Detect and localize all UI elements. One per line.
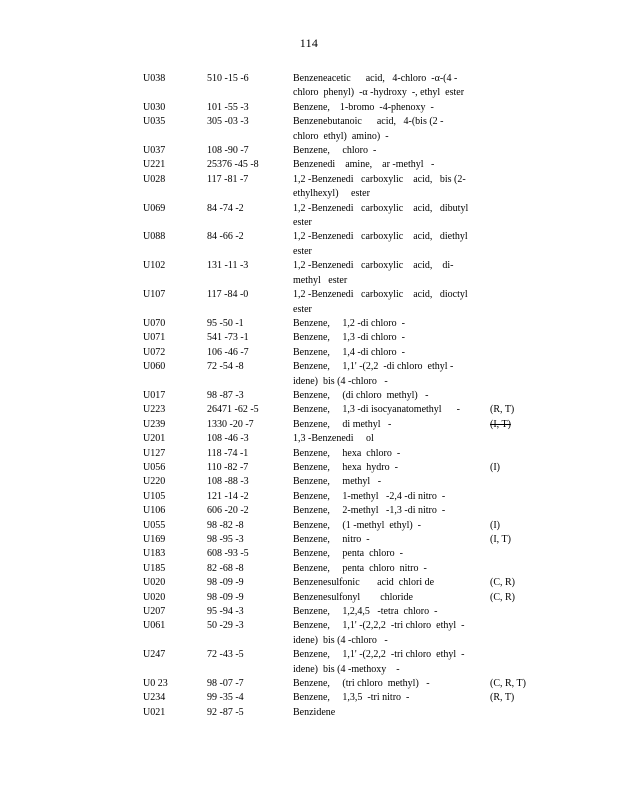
waste-code: U055 [143,519,166,531]
hazard-code: (I) [490,461,500,473]
cas-number: 110 -82 -7 [207,461,249,473]
waste-code: U028 [143,173,166,185]
cas-number: 50 -29 -3 [207,620,244,632]
substance-name: Benzene, chloro - [293,145,377,157]
cas-number: 92 -87 -5 [207,706,244,718]
hazard-code: (R, T) [490,692,515,704]
table-row [143,317,543,331]
cas-number: 98 -09 -9 [207,591,244,603]
substance-name: Benzenesulfonic acid chlori de [293,577,435,589]
substance-name: Benzene, 1,4 -di chloro - [293,346,405,358]
table-row [143,403,543,417]
table-row [143,504,543,518]
substance-name: Benzene, 1,1' -(2,2 -di chloro ethyl - idene) bis (4 -chloro - [293,361,454,387]
waste-code: U021 [143,706,166,718]
table-row [143,619,543,648]
cas-number: 108 -46 -3 [207,433,249,445]
cas-number: 72 -43 -5 [207,649,244,661]
substance-name: Benzidene [293,706,336,718]
waste-code: U037 [143,145,166,157]
waste-code: U072 [143,346,166,358]
waste-code: U069 [143,202,166,214]
waste-code: U247 [143,649,166,661]
table-row [143,706,543,720]
cas-number: 95 -50 -1 [207,317,244,329]
cas-number: 99 -35 -4 [207,692,244,704]
cas-number: 541 -73 -1 [207,332,249,344]
waste-code: U207 [143,606,166,618]
table-row [143,475,543,489]
substance-name: 1,2 -Benzenedi carboxylic acid, bis (2- ethylhexyl) ester [293,173,466,200]
waste-code: U071 [143,332,166,344]
hazard-code: (C, R) [490,577,515,589]
substance-name: Benzene, 1,2,4,5 -tetra chloro - [293,606,438,618]
substance-name: Benzenedi amine, ar -methyl - [293,159,435,171]
waste-code: U020 [143,591,166,603]
substance-name: Benzene, methyl - [293,476,382,488]
waste-code: U102 [143,260,166,272]
cas-number: 95 -94 -3 [207,606,244,618]
substance-name: 1,2 -Benzenedi carboxylic acid, di- methyl ester [293,260,454,286]
table-row [143,346,543,360]
cas-number: 98 -09 -9 [207,577,244,589]
table-row [143,533,543,547]
table-row [143,230,543,259]
waste-code: U060 [143,361,166,373]
hazard-code: (I, T) [490,534,511,545]
table-row [143,144,543,158]
hazard-code: (I) [490,519,500,531]
substance-name: Benzene, hexa chloro - [293,447,401,459]
waste-code: U239 [143,418,166,430]
waste-code: U070 [143,317,166,329]
cas-number: 82 -68 -8 [207,562,244,574]
table-row [143,562,543,576]
waste-code: U183 [143,548,166,560]
waste-code: U061 [143,620,166,632]
substance-name: Benzene, penta chloro nitro - [293,562,427,574]
waste-code: U221 [143,159,166,171]
hazard-code: (I, T) [490,418,511,430]
hazard-code: (R, T) [490,404,515,416]
substance-name: Benzene, 2-methyl -1,3 -di nitro - [293,505,446,517]
substance-name: 1,2 -Benzenedi carboxylic acid, dibutyl ester [293,202,469,229]
table-row [143,490,543,504]
cas-number: 98 -87 -3 [207,389,244,401]
cas-number: 131 -11 -3 [207,260,249,272]
substance-name: Benzene, 1,1' -(2,2,2 -tri chloro ethyl - idene) bis (4 -methoxy - [293,649,465,675]
cas-number: 101 -55 -3 [207,101,249,113]
substance-name: Benzene, di methyl - [293,418,392,430]
cas-number: 106 -46 -7 [207,346,249,358]
waste-code: U105 [143,490,166,502]
table-row [143,259,543,288]
waste-code: U038 [143,73,166,84]
cas-number: 98 -82 -8 [207,519,244,531]
substance-name: Benzene, 1-bromo -4-phenoxy - [293,101,434,113]
substance-name: Benzenebutanoic acid, 4-(bis (2 - chloro ethyl) amino) - [293,116,444,142]
table-row [143,691,543,705]
page-number: 114 [299,36,319,50]
table-row [143,605,543,619]
substance-name: 1,3 -Benzenedi ol [293,433,374,445]
waste-code: U017 [143,389,166,401]
table-row [143,418,543,432]
table-row [143,677,543,691]
waste-code: U234 [143,692,166,704]
substance-name: Benzeneacetic acid, 4-chloro -α-(4 - chloro phenyl) -α -hydroxy -, ethyl ester [293,73,465,99]
substance-name: Benzene, (1 -methyl ethyl) - [293,519,422,531]
substance-name: Benzene, 1,3 -di chloro - [293,332,405,344]
substance-name: Benzene, 1,3 -di isocyanatomethyl - [293,404,460,416]
hazard-code: (C, R, T) [490,678,526,690]
cas-number: 1330 -20 -7 [207,418,254,430]
cas-number: 510 -15 -6 [207,73,249,84]
cas-number: 25376 -45 -8 [207,159,259,171]
waste-code: U169 [143,534,166,545]
cas-number: 608 -93 -5 [207,548,249,560]
substance-name: Benzenesulfonyl chloride [293,591,413,603]
cas-number: 121 -14 -2 [207,490,249,502]
substance-name: Benzene, 1,1' -(2,2,2 -tri chloro ethyl - idene) bis (4 -chloro - [293,620,465,646]
cas-number: 305 -03 -3 [207,116,249,128]
cas-number: 117 -84 -0 [207,289,249,301]
table-row [143,288,543,317]
waste-code: U030 [143,101,166,113]
cas-number: 72 -54 -8 [207,361,244,373]
table-row [143,202,543,231]
table-row [143,101,543,115]
waste-code: U106 [143,505,166,517]
waste-code-table [143,72,543,720]
waste-code: U201 [143,433,166,445]
substance-name: Benzene, 1-methyl -2,4 -di nitro - [293,490,446,502]
table-row [143,72,543,101]
table-row [143,389,543,403]
waste-code: U0 23 [143,678,168,690]
hazard-code: (C, R) [490,591,515,603]
table-row [143,461,543,475]
cas-number: 108 -90 -7 [207,145,249,157]
waste-code: U020 [143,577,166,589]
substance-name: 1,2 -Benzenedi carboxylic acid, diethyl ester [293,231,468,257]
substance-name: Benzene, penta chloro - [293,548,403,560]
waste-code: U107 [143,289,166,301]
cas-number: 117 -81 -7 [207,173,249,185]
cas-number: 606 -20 -2 [207,505,249,517]
waste-code: U223 [143,404,166,416]
waste-code: U127 [143,447,166,459]
waste-code: U220 [143,476,166,488]
substance-name: Benzene, 1,3,5 -tri nitro - [293,692,410,704]
table-row [143,547,543,561]
table-row [143,648,543,677]
cas-number: 84 -74 -2 [207,202,244,214]
cas-number: 84 -66 -2 [207,231,244,243]
waste-code: U088 [143,231,166,243]
substance-name: Benzene, (di chloro methyl) - [293,389,429,401]
waste-code: U185 [143,562,166,574]
cas-number: 118 -74 -1 [207,447,249,459]
table-row [143,331,543,345]
table-row [143,173,543,202]
table-row [143,115,543,144]
table-row [143,447,543,461]
table-row [143,360,543,389]
table-row [143,158,543,172]
cas-number: 98 -95 -3 [207,534,244,545]
cas-number: 98 -07 -7 [207,678,244,690]
table-row [143,591,543,605]
cas-number: 108 -88 -3 [207,476,249,488]
table-row [143,432,543,446]
waste-code: U035 [143,116,166,128]
table-row [143,519,543,533]
table-row [143,576,543,590]
substance-name: Benzene, hexa hydro - [293,461,398,473]
substance-name: Benzene, (tri chloro methyl) - [293,678,430,690]
substance-name: 1,2 -Benzenedi carboxylic acid, dioctyl ester [293,289,468,315]
substance-name: Benzene, nitro - [293,534,370,545]
substance-name: Benzene, 1,2 -di chloro - [293,317,405,329]
cas-number: 26471 -62 -5 [207,404,259,416]
waste-code: U056 [143,461,166,473]
